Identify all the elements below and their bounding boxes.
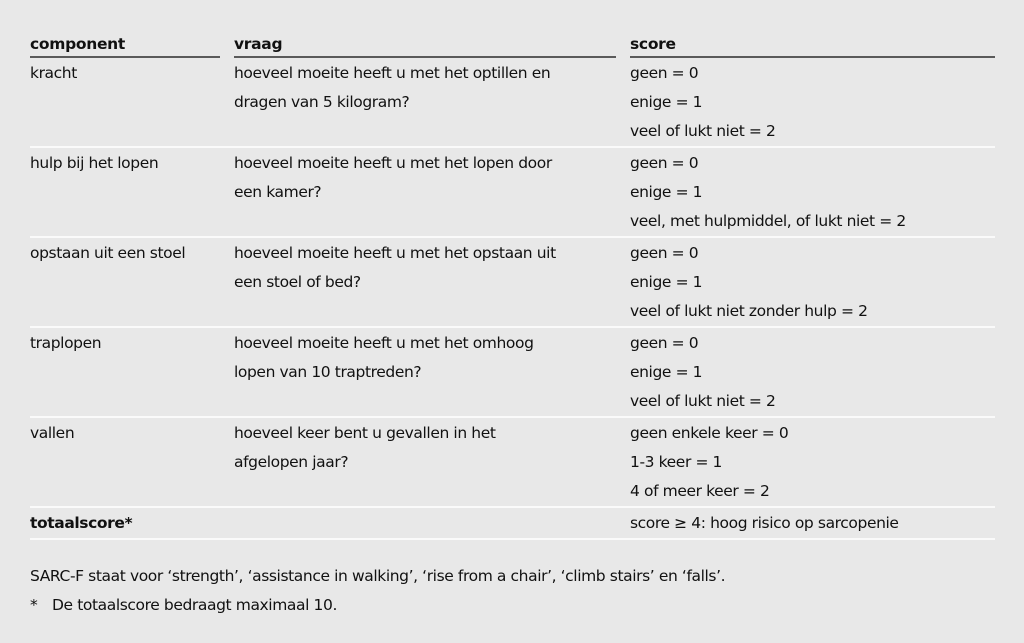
question-cell [234,238,616,326]
score-option: 4 of meer keer = 2 [630,482,770,500]
score-option: 1-3 keer = 1 [630,453,723,471]
question-line: hoeveel moeite heeft u met het optillen en [234,64,551,82]
question-cell [234,58,616,146]
table-row [30,238,995,328]
score-option: geen = 0 [630,334,699,352]
score-cell [630,328,995,416]
score-option: geen = 0 [630,154,699,172]
score-option: enige = 1 [630,93,703,111]
score-option: veel, met hulpmiddel, of lukt niet = 2 [630,212,906,230]
table-row [30,148,995,238]
question-line: hoeveel moeite heeft u met het omhoog [234,334,534,352]
score-option: enige = 1 [630,273,703,291]
footnote-marker: * [30,596,38,614]
component-cell: opstaan uit een stoel [30,244,186,262]
table-notes [30,562,725,620]
component-cell: hulp bij het lopen [30,154,159,172]
score-option: geen = 0 [630,244,699,262]
table-row [30,328,995,418]
score-cell [630,58,995,146]
total-label: totaalscore* [30,514,133,532]
score-option: enige = 1 [630,363,703,381]
question-cell [234,148,616,236]
component-cell: vallen [30,424,75,442]
question-cell [234,418,616,506]
header-question: vraag [234,35,616,58]
score-cell [630,418,995,506]
sarc-f-table [30,30,995,540]
score-option: geen = 0 [630,64,699,82]
total-row [30,508,995,540]
score-option: geen enkele keer = 0 [630,424,789,442]
score-cell [630,238,995,326]
score-option: veel of lukt niet = 2 [630,122,776,140]
question-line: een kamer? [234,183,322,201]
total-score-rule: score ≥ 4: hoog risico op sarcopenie [630,514,899,532]
component-cell: traplopen [30,334,102,352]
question-line: een stoel of bed? [234,273,361,291]
header-component: component [30,35,220,58]
question-cell [234,328,616,416]
question-line: hoeveel moeite heeft u met het opstaan uit [234,244,556,262]
abbreviation-note: SARC-F staat voor ‘strength’, ‘assistance in walking’, ‘rise from a chair’, ‘climb stairs’ en ‘falls’. [30,567,726,585]
footnote-text: De totaalscore bedraagt maximaal 10. [52,596,337,614]
question-line: dragen van 5 kilogram? [234,93,410,111]
score-option: enige = 1 [630,183,703,201]
component-cell: kracht [30,64,77,82]
score-cell [630,148,995,236]
question-line: hoeveel keer bent u gevallen in het [234,424,496,442]
table-header [30,30,995,58]
sarc-f-table-container [30,30,995,540]
footnote [30,591,725,620]
question-line: hoeveel moeite heeft u met het lopen door [234,154,552,172]
question-line: afgelopen jaar? [234,453,349,471]
table-row [30,58,995,148]
total-question [234,508,616,538]
header-score: score [630,35,995,58]
score-option: veel of lukt niet = 2 [630,392,776,410]
score-option: veel of lukt niet zonder hulp = 2 [630,302,868,320]
question-line: lopen van 10 traptreden? [234,363,422,381]
table-row [30,418,995,508]
